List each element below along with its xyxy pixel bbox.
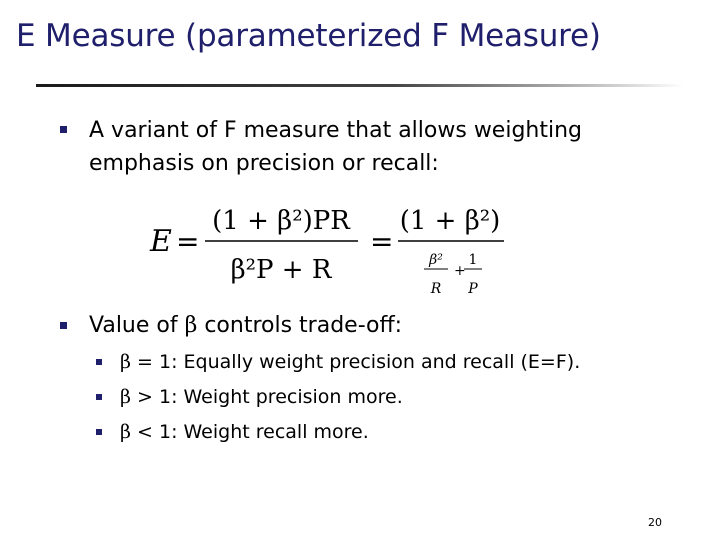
title-divider [36, 84, 684, 87]
bullet-text-2 [89, 309, 689, 342]
sub-bullet-1-body: = 1: Equally weight precision and recall (E=F). [130, 351, 581, 373]
bullet-2-suffix: controls trade-off: [197, 313, 403, 338]
sub-bullet-text-3 [120, 420, 700, 444]
beta-symbol: β [120, 351, 131, 373]
bullet-marker-2 [60, 322, 67, 329]
slide-title: E Measure (parameterized F Measure) [16, 18, 601, 54]
sub-bullet-3-body: < 1: Weight recall more. [130, 421, 369, 443]
frac2-numerator: (1 + β²) [399, 206, 501, 236]
frac1-denominator: β²P + R [230, 255, 332, 285]
e-measure-formula [148, 198, 518, 298]
beta-symbol: β [184, 313, 198, 338]
frac1-numerator: (1 + β²)PR [212, 206, 350, 236]
frac2-term1-numerator: β² [429, 252, 443, 268]
frac2-term2-numerator: 1 [468, 252, 478, 268]
beta-symbol: β [120, 421, 131, 443]
beta-symbol: β [120, 386, 131, 408]
frac2-plus: + [454, 263, 466, 279]
sub-bullet-text-2 [120, 385, 700, 409]
sub-bullet-marker-3 [96, 429, 102, 435]
bullet-2-prefix: Value of [89, 313, 185, 338]
frac2-term2-denominator: P [468, 281, 478, 297]
bullet-marker-1 [60, 126, 67, 133]
sub-bullet-marker-1 [96, 359, 102, 365]
sub-bullet-marker-2 [96, 394, 102, 400]
formula-equals-2: = [370, 225, 394, 258]
formula-equals-1: = [176, 225, 200, 258]
sub-bullet-2-body: > 1: Weight precision more. [130, 386, 403, 408]
frac2-term1-denominator: R [430, 281, 442, 297]
page-number: 20 [648, 516, 662, 529]
formula-lhs: E [150, 224, 172, 259]
bullet-text-1: A variant of F measure that allows weighting emphasis on precision or recall: [89, 118, 583, 176]
sub-bullet-text-1 [120, 350, 700, 374]
